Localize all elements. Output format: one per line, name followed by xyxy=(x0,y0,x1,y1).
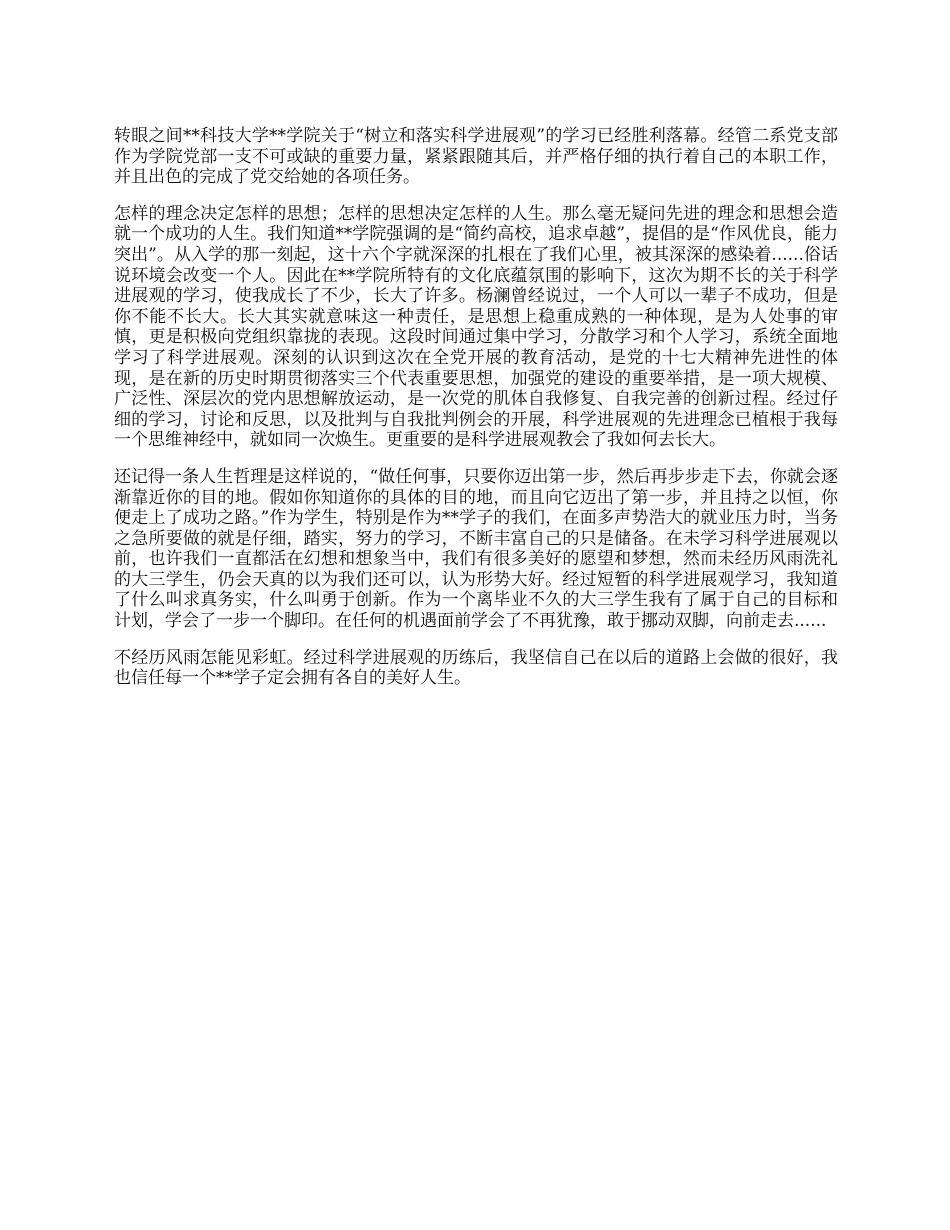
paragraph-philosophy: 怎样的理念决定怎样的思想；怎样的思想决定怎样的人生。那么毫无疑问先进的理念和思想会造就一个成功的人生。我们知道**学院强调的是“简约高校，追求卓越”，提倡的是“作风优良，能力突出”。从入学的那一刻起，这十六个字就深深的扎根在了我们心里，被其深深的感染着......俗话说环境会改变一个人。因此在**学院所特有的文化底蕴氛围的影响下，这次为期不长的关于科学进展观的学习，使我成长了不少，长大了许多。杨澜曾经说过，一个人可以一辈子不成功，但是你不能不长大。长大其实就意味这一种责任，是思想上稳重成熟的一种体现，是为人处事的审慎，更是积极向党组织靠拢的表现。这段时间通过集中学习，分散学习和个人学习，系统全面地学习了科学进展观。深刻的认识到这次在全党开展的教育活动，是党的十七大精神先进性的体现，是在新的历史时期贯彻落实三个代表重要思想，加强党的建设的重要举措，是一项大规模、广泛性、深层次的党内思想解放运动，是一次党的肌体自我修复、自我完善的创新过程。经过仔细的学习，讨论和反思，以及批判与自我批判例会的开展，科学进展观的先进理念已植根于我每一个思维神经中，就如同一次焕生。更重要的是科学进展观教会了我如何去长大。 xyxy=(114,203,838,451)
document-page xyxy=(114,126,838,705)
paragraph-intro: 转眼之间**科技大学**学院关于“树立和落实科学进展观”的学习已经胜利落幕。经管二系党支部作为学院党部一支不可或缺的重要力量，紧紧跟随其后，并严格仔细的执行着自己的本职工作，并且出色的完成了党交给她的各项任务。 xyxy=(114,126,838,188)
paragraph-life-lesson: 还记得一条人生哲理是这样说的，“做任何事，只要你迈出第一步，然后再步步走下去，你就会逐渐靠近你的目的地。假如你知道你的具体的目的地，而且向它迈出了第一步，并且持之以恒，你便走上了成功之路。”作为学生，特别是作为**学子的我们，在面多声势浩大的就业压力时，当务之急所要做的就是仔细，踏实，努力的学习，不断丰富自己的只是储备。在未学习科学进展观以前，也许我们一直都活在幻想和想象当中，我们有很多美好的愿望和梦想，然而未经历风雨洗礼的大三学生，仍会天真的以为我们还可以，认为形势大好。经过短暂的科学进展观学习，我知道了什么叫求真务实，什么叫勇于创新。作为一个离毕业不久的大三学生我有了属于自己的目标和计划，学会了一步一个脚印。在任何的机遇面前学会了不再犹豫，敢于挪动双脚，向前走去...... xyxy=(114,466,838,632)
paragraph-conclusion: 不经历风雨怎能见彩虹。经过科学进展观的历练后，我坚信自己在以后的道路上会做的很好，我也信任每一个**学子定会拥有各自的美好人生。 xyxy=(114,647,838,689)
